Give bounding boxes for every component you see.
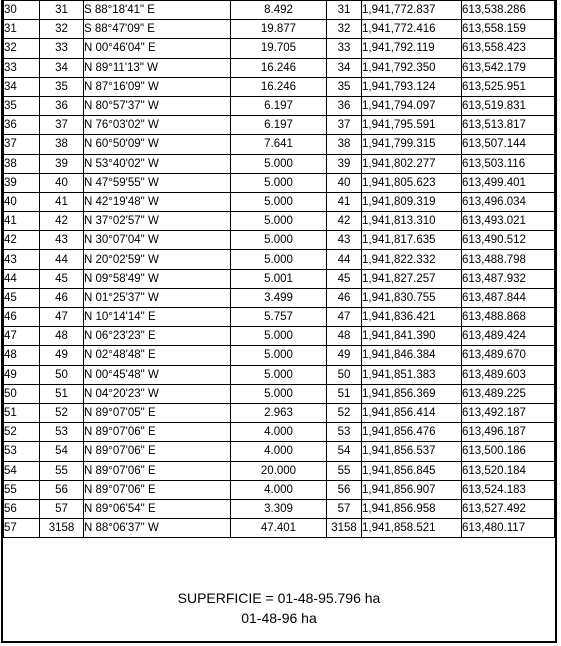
table-row — [4, 39, 555, 58]
distance-cell: 8.492 — [231, 1, 327, 20]
table-row — [4, 442, 555, 461]
coordinate-y-cell: 1,941,813.310 — [362, 212, 462, 231]
coordinate-y-cell: 1,941,799.315 — [362, 135, 462, 154]
station-cell: 41 — [4, 212, 40, 231]
station-cell: 34 — [4, 77, 40, 96]
vertex-cell: 41 — [327, 192, 362, 211]
vertex-cell: 56 — [327, 480, 362, 499]
distance-cell: 19.705 — [231, 39, 327, 58]
coordinate-y-cell: 1,941,856.369 — [362, 384, 462, 403]
coordinate-x-cell: 613,489.225 — [462, 384, 555, 403]
coordinate-x-cell: 613,558.423 — [462, 39, 555, 58]
distance-cell: 3.309 — [231, 499, 327, 518]
coordinate-y-cell: 1,941,846.384 — [362, 346, 462, 365]
distance-cell: 5.000 — [231, 192, 327, 211]
station-cell: 43 — [4, 250, 40, 269]
coordinate-y-cell: 1,941,856.476 — [362, 423, 462, 442]
distance-cell: 6.197 — [231, 96, 327, 115]
coordinate-y-cell: 1,941,793.124 — [362, 77, 462, 96]
distance-cell: 5.000 — [231, 327, 327, 346]
coordinate-x-cell: 613,489.670 — [462, 346, 555, 365]
bearing-cell: N 42°19'48" W — [84, 192, 231, 211]
vertex-cell: 49 — [327, 346, 362, 365]
distance-cell: 6.197 — [231, 116, 327, 135]
bearing-cell: N 30°07'04" W — [84, 231, 231, 250]
coordinate-x-cell: 613,489.603 — [462, 365, 555, 384]
bearing-cell: N 89°07'06" E — [84, 461, 231, 480]
table-row — [4, 365, 555, 384]
bearing-cell: N 09°58'49" W — [84, 269, 231, 288]
vertex-cell: 3158 — [327, 519, 362, 538]
coordinate-x-cell: 613,520.184 — [462, 461, 555, 480]
distance-cell: 5.001 — [231, 269, 327, 288]
pv-cell: 45 — [40, 269, 84, 288]
bearing-cell: N 10°14'14" E — [84, 308, 231, 327]
pv-cell: 57 — [40, 499, 84, 518]
coordinate-x-cell: 613,488.868 — [462, 308, 555, 327]
coordinate-x-cell: 613,542.179 — [462, 58, 555, 77]
pv-cell: 36 — [40, 96, 84, 115]
pv-cell: 42 — [40, 212, 84, 231]
pv-cell: 50 — [40, 365, 84, 384]
distance-cell: 5.000 — [231, 154, 327, 173]
coordinate-y-cell: 1,941,856.907 — [362, 480, 462, 499]
distance-cell: 16.246 — [231, 77, 327, 96]
station-cell: 48 — [4, 346, 40, 365]
station-cell: 45 — [4, 288, 40, 307]
pv-cell: 53 — [40, 423, 84, 442]
coordinate-x-cell: 613,493.021 — [462, 212, 555, 231]
bearing-cell: N 00°45'48" W — [84, 365, 231, 384]
coordinate-x-cell: 613,558.159 — [462, 20, 555, 39]
distance-cell: 16.246 — [231, 58, 327, 77]
coordinate-x-cell: 613,480.117 — [462, 519, 555, 538]
table-row — [4, 269, 555, 288]
coordinate-y-cell: 1,941,809.319 — [362, 192, 462, 211]
pv-cell: 31 — [40, 1, 84, 20]
table-row — [4, 1, 555, 20]
station-cell: 49 — [4, 365, 40, 384]
coordinate-y-cell: 1,941,858.521 — [362, 519, 462, 538]
bearing-cell: N 89°07'05" E — [84, 403, 231, 422]
table-body — [4, 1, 555, 538]
coordinate-y-cell: 1,941,856.958 — [362, 499, 462, 518]
bearing-cell: N 87°16'09" W — [84, 77, 231, 96]
coordinate-y-cell: 1,941,795.591 — [362, 116, 462, 135]
table-row — [4, 423, 555, 442]
pv-cell: 34 — [40, 58, 84, 77]
coordinate-x-cell: 613,489.424 — [462, 327, 555, 346]
table-row — [4, 403, 555, 422]
distance-cell: 5.757 — [231, 308, 327, 327]
pv-cell: 49 — [40, 346, 84, 365]
coordinate-x-cell: 613,487.932 — [462, 269, 555, 288]
coordinate-x-cell: 613,507.144 — [462, 135, 555, 154]
bearing-cell: N 80°57'37" W — [84, 96, 231, 115]
table-row — [4, 135, 555, 154]
pv-cell: 56 — [40, 480, 84, 499]
coordinate-y-cell: 1,941,772.837 — [362, 1, 462, 20]
pv-cell: 33 — [40, 39, 84, 58]
bearing-cell: S 88°18'41" E — [84, 1, 231, 20]
survey-sheet — [1, 0, 557, 643]
vertex-cell: 39 — [327, 154, 362, 173]
pv-cell: 55 — [40, 461, 84, 480]
vertex-cell: 42 — [327, 212, 362, 231]
vertex-cell: 36 — [327, 96, 362, 115]
coordinate-x-cell: 613,503.116 — [462, 154, 555, 173]
vertex-cell: 45 — [327, 269, 362, 288]
station-cell: 52 — [4, 423, 40, 442]
coordinate-y-cell: 1,941,841.390 — [362, 327, 462, 346]
table-row — [4, 192, 555, 211]
station-cell: 55 — [4, 480, 40, 499]
station-cell: 44 — [4, 269, 40, 288]
vertex-cell: 54 — [327, 442, 362, 461]
bearing-cell: N 06°23'23" E — [84, 327, 231, 346]
bearing-cell: N 89°11'13" W — [84, 58, 231, 77]
distance-cell: 5.000 — [231, 231, 327, 250]
pv-cell: 51 — [40, 384, 84, 403]
coordinate-x-cell: 613,499.401 — [462, 173, 555, 192]
table-row — [4, 173, 555, 192]
table-row — [4, 231, 555, 250]
coordinate-x-cell: 613,496.187 — [462, 423, 555, 442]
coordinate-x-cell: 613,487.844 — [462, 288, 555, 307]
station-cell: 40 — [4, 192, 40, 211]
bearing-cell: N 89°07'06" E — [84, 423, 231, 442]
station-cell: 39 — [4, 173, 40, 192]
distance-cell: 5.000 — [231, 346, 327, 365]
table-row — [4, 327, 555, 346]
table-row — [4, 461, 555, 480]
coordinate-y-cell: 1,941,830.755 — [362, 288, 462, 307]
bearing-cell: N 89°06'54" E — [84, 499, 231, 518]
pv-cell: 37 — [40, 116, 84, 135]
station-cell: 33 — [4, 58, 40, 77]
bearing-cell: N 02°48'48" E — [84, 346, 231, 365]
coordinate-y-cell: 1,941,827.257 — [362, 269, 462, 288]
coordinate-x-cell: 613,513.817 — [462, 116, 555, 135]
coordinate-y-cell: 1,941,792.350 — [362, 58, 462, 77]
pv-cell: 35 — [40, 77, 84, 96]
bearing-cell: N 00°46'04" E — [84, 39, 231, 58]
table-row — [4, 154, 555, 173]
vertex-cell: 35 — [327, 77, 362, 96]
distance-cell: 4.000 — [231, 423, 327, 442]
table-row — [4, 384, 555, 403]
table-row — [4, 116, 555, 135]
distance-cell: 5.000 — [231, 250, 327, 269]
distance-cell: 47.401 — [231, 519, 327, 538]
station-cell: 31 — [4, 20, 40, 39]
station-cell: 50 — [4, 384, 40, 403]
bearing-cell: N 37°02'57" W — [84, 212, 231, 231]
table-row — [4, 499, 555, 518]
coordinate-x-cell: 613,500.186 — [462, 442, 555, 461]
bearing-cell: N 89°07'06" E — [84, 480, 231, 499]
coordinate-x-cell: 613,519.831 — [462, 96, 555, 115]
coordinate-y-cell: 1,941,856.537 — [362, 442, 462, 461]
bearing-cell: S 88°47'09" E — [84, 20, 231, 39]
vertex-cell: 33 — [327, 39, 362, 58]
station-cell: 36 — [4, 116, 40, 135]
coordinate-y-cell: 1,941,856.845 — [362, 461, 462, 480]
pv-cell: 32 — [40, 20, 84, 39]
coordinate-x-cell: 613,496.034 — [462, 192, 555, 211]
coordinate-x-cell: 613,525.951 — [462, 77, 555, 96]
vertex-cell: 40 — [327, 173, 362, 192]
vertex-cell: 55 — [327, 461, 362, 480]
table-row — [4, 480, 555, 499]
station-cell: 56 — [4, 499, 40, 518]
table-row — [4, 308, 555, 327]
table-row — [4, 96, 555, 115]
vertex-cell: 31 — [327, 1, 362, 20]
distance-cell: 20.000 — [231, 461, 327, 480]
station-cell: 46 — [4, 308, 40, 327]
vertex-cell: 44 — [327, 250, 362, 269]
vertex-cell: 46 — [327, 288, 362, 307]
coordinate-y-cell: 1,941,817.635 — [362, 231, 462, 250]
pv-cell: 54 — [40, 442, 84, 461]
vertex-cell: 43 — [327, 231, 362, 250]
distance-cell: 4.000 — [231, 480, 327, 499]
station-cell: 35 — [4, 96, 40, 115]
bearing-cell: N 89°07'06" E — [84, 442, 231, 461]
coordinate-y-cell: 1,941,792.119 — [362, 39, 462, 58]
pv-cell: 46 — [40, 288, 84, 307]
bearing-cell: N 60°50'09" W — [84, 135, 231, 154]
coordinate-y-cell: 1,941,794.097 — [362, 96, 462, 115]
pv-cell: 40 — [40, 173, 84, 192]
coordinate-y-cell: 1,941,851.383 — [362, 365, 462, 384]
distance-cell: 7.641 — [231, 135, 327, 154]
pv-cell: 44 — [40, 250, 84, 269]
pv-cell: 47 — [40, 308, 84, 327]
coordinate-x-cell: 613,538.286 — [462, 1, 555, 20]
coordinate-y-cell: 1,941,802.277 — [362, 154, 462, 173]
bearing-cell: N 88°06'37" W — [84, 519, 231, 538]
vertex-cell: 52 — [327, 403, 362, 422]
pv-cell: 39 — [40, 154, 84, 173]
bearing-cell: N 04°20'23" W — [84, 384, 231, 403]
distance-cell: 4.000 — [231, 442, 327, 461]
bearing-cell: N 47°59'55" W — [84, 173, 231, 192]
coordinate-y-cell: 1,941,856.414 — [362, 403, 462, 422]
distance-cell: 19.877 — [231, 20, 327, 39]
station-cell: 42 — [4, 231, 40, 250]
coordinate-x-cell: 613,524.183 — [462, 480, 555, 499]
coordinates-table — [3, 0, 555, 538]
coordinate-y-cell: 1,941,836.421 — [362, 308, 462, 327]
pv-cell: 43 — [40, 231, 84, 250]
pv-cell: 41 — [40, 192, 84, 211]
distance-cell: 5.000 — [231, 365, 327, 384]
coordinate-y-cell: 1,941,822.332 — [362, 250, 462, 269]
station-cell: 38 — [4, 154, 40, 173]
pv-cell: 38 — [40, 135, 84, 154]
station-cell: 53 — [4, 442, 40, 461]
vertex-cell: 57 — [327, 499, 362, 518]
table-row — [4, 58, 555, 77]
table-row — [4, 77, 555, 96]
bearing-cell: N 01°25'37" W — [84, 288, 231, 307]
coordinate-x-cell: 613,488.798 — [462, 250, 555, 269]
table-row — [4, 346, 555, 365]
coordinate-y-cell: 1,941,772.416 — [362, 20, 462, 39]
vertex-cell: 37 — [327, 116, 362, 135]
bearing-cell: N 20°02'59" W — [84, 250, 231, 269]
vertex-cell: 53 — [327, 423, 362, 442]
table-row — [4, 20, 555, 39]
vertex-cell: 47 — [327, 308, 362, 327]
distance-cell: 5.000 — [231, 212, 327, 231]
pv-cell: 3158 — [40, 519, 84, 538]
vertex-cell: 32 — [327, 20, 362, 39]
pv-cell: 48 — [40, 327, 84, 346]
station-cell: 57 — [4, 519, 40, 538]
bearing-cell: N 53°40'02" W — [84, 154, 231, 173]
station-cell: 51 — [4, 403, 40, 422]
vertex-cell: 38 — [327, 135, 362, 154]
vertex-cell: 34 — [327, 58, 362, 77]
coordinate-x-cell: 613,527.492 — [462, 499, 555, 518]
coordinate-y-cell: 1,941,805.623 — [362, 173, 462, 192]
area-summary — [3, 588, 555, 628]
coordinate-x-cell: 613,492.187 — [462, 403, 555, 422]
distance-cell: 2.963 — [231, 403, 327, 422]
station-cell: 32 — [4, 39, 40, 58]
pv-cell: 52 — [40, 403, 84, 422]
station-cell: 30 — [4, 1, 40, 20]
distance-cell: 5.000 — [231, 384, 327, 403]
superficie-rounded-line: 01-48-96 ha — [241, 610, 317, 626]
superficie-line: SUPERFICIE = 01-48-95.796 ha — [177, 590, 381, 606]
vertex-cell: 50 — [327, 365, 362, 384]
table-row — [4, 212, 555, 231]
station-cell: 54 — [4, 461, 40, 480]
table-row — [4, 519, 555, 538]
vertex-cell: 51 — [327, 384, 362, 403]
distance-cell: 5.000 — [231, 173, 327, 192]
vertex-cell: 48 — [327, 327, 362, 346]
station-cell: 37 — [4, 135, 40, 154]
table-row — [4, 288, 555, 307]
station-cell: 47 — [4, 327, 40, 346]
bearing-cell: N 76°03'02" W — [84, 116, 231, 135]
distance-cell: 3.499 — [231, 288, 327, 307]
coordinate-x-cell: 613,490.512 — [462, 231, 555, 250]
table-row — [4, 250, 555, 269]
